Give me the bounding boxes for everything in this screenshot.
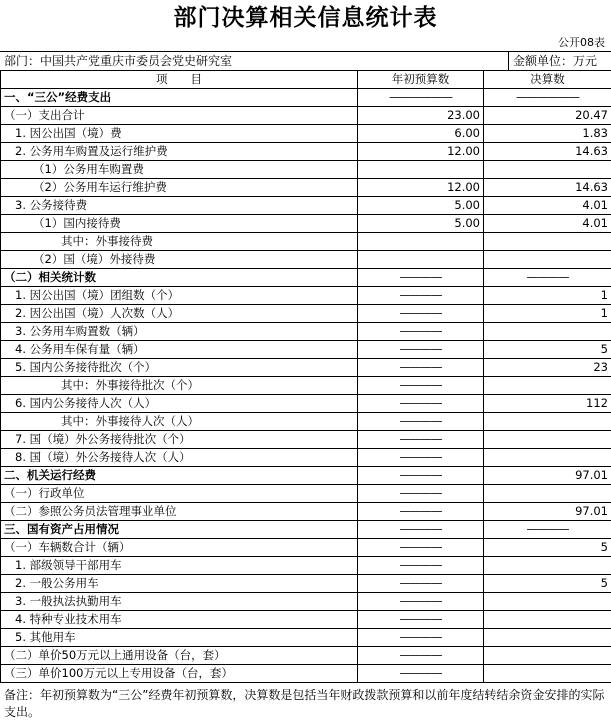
- row-budget-value: ————: [358, 521, 484, 539]
- row-final-value: [484, 377, 611, 395]
- row-final-value: [484, 629, 611, 647]
- row-final-value: [484, 557, 611, 575]
- table-row: [1, 647, 611, 665]
- row-label: 3. 公务用车购置数（辆）: [1, 323, 358, 341]
- row-label: 二、机关运行经费: [1, 467, 358, 485]
- header-budget: 年初预算数: [358, 71, 484, 89]
- row-budget-value: ————: [358, 593, 484, 611]
- row-final-value: [484, 251, 611, 269]
- row-budget-value: ————: [358, 449, 484, 467]
- row-final-value: 97.01: [484, 503, 611, 521]
- row-budget-value: ——————: [358, 89, 484, 107]
- row-label: 其中：外事接待费: [1, 233, 358, 251]
- row-budget-value: 12.00: [358, 179, 484, 197]
- row-budget-value: ————: [358, 305, 484, 323]
- row-label: （1）公务用车购置费: [1, 161, 358, 179]
- table-row: [1, 593, 611, 611]
- row-budget-value: ————: [358, 665, 484, 683]
- table-row: [1, 107, 611, 125]
- row-budget-value: ————: [358, 503, 484, 521]
- row-budget-value: ————: [358, 413, 484, 431]
- row-budget-value: 23.00: [358, 107, 484, 125]
- table-row: [1, 467, 611, 485]
- row-budget-value: [358, 161, 484, 179]
- row-final-value: 112: [484, 395, 611, 413]
- table-row: [1, 503, 611, 521]
- row-budget-value: ————: [358, 611, 484, 629]
- header-item: 项 目: [1, 71, 358, 89]
- row-final-value: [484, 431, 611, 449]
- row-budget-value: ————: [358, 359, 484, 377]
- row-label: 4. 公务用车保有量（辆）: [1, 341, 358, 359]
- table-row: [1, 629, 611, 647]
- row-budget-value: ————: [358, 269, 484, 287]
- row-final-value: 23: [484, 359, 611, 377]
- row-label: 2. 公务用车购置及运行维护费: [1, 143, 358, 161]
- row-final-value: [484, 611, 611, 629]
- row-label: 其中：外事接待人次（人）: [1, 413, 358, 431]
- table-row: [1, 125, 611, 143]
- row-final-value: [484, 323, 611, 341]
- table-row: [1, 89, 611, 107]
- row-label: 2. 一般公务用车: [1, 575, 358, 593]
- row-budget-value: 12.00: [358, 143, 484, 161]
- row-final-value: 5: [484, 341, 611, 359]
- table-row: [1, 521, 611, 539]
- row-budget-value: 6.00: [358, 125, 484, 143]
- row-final-value: 20.47: [484, 107, 611, 125]
- row-budget-value: ————: [358, 431, 484, 449]
- statistics-table: [0, 70, 611, 683]
- row-budget-value: [358, 233, 484, 251]
- row-label: 7. 国（境）外公务接待批次（个）: [1, 431, 358, 449]
- row-label: （2）国（境）外接待费: [1, 251, 358, 269]
- table-row: [1, 359, 611, 377]
- row-budget-value: ————: [358, 575, 484, 593]
- row-final-value: [484, 647, 611, 665]
- table-row: [1, 323, 611, 341]
- row-final-value: 1.83: [484, 125, 611, 143]
- row-final-value: 5: [484, 539, 611, 557]
- table-row: [1, 179, 611, 197]
- table-row: [1, 215, 611, 233]
- row-label: 一、“三公”经费支出: [1, 89, 358, 107]
- table-row: [1, 395, 611, 413]
- table-row: [1, 341, 611, 359]
- table-row: [1, 665, 611, 683]
- table-row: [1, 161, 611, 179]
- row-label: 2. 因公出国（境）人次数（人）: [1, 305, 358, 323]
- row-budget-value: ————: [358, 629, 484, 647]
- row-budget-value: ————: [358, 539, 484, 557]
- table-row: [1, 611, 611, 629]
- row-final-value: [484, 161, 611, 179]
- row-label: 4. 特种专业技术用车: [1, 611, 358, 629]
- table-row: [1, 377, 611, 395]
- row-label: （一）车辆数合计（辆）: [1, 539, 358, 557]
- department-name: 部门：中国共产党重庆市委员会党史研究室: [4, 54, 233, 68]
- row-label: 8. 国（境）外公务接待人次（人）: [1, 449, 358, 467]
- row-label: 3. 公务接待费: [1, 197, 358, 215]
- unit-line: [0, 51, 611, 70]
- table-row: [1, 431, 611, 449]
- row-final-value: 14.63: [484, 143, 611, 161]
- row-label: 其中：外事接待批次（个）: [1, 377, 358, 395]
- row-label: 6. 国内公务接待人次（人）: [1, 395, 358, 413]
- row-label: 5. 国内公务接待批次（个）: [1, 359, 358, 377]
- table-row: [1, 539, 611, 557]
- amount-unit: 金额单位：万元: [508, 52, 597, 70]
- row-label: （一）行政单位: [1, 485, 358, 503]
- row-label: 1. 因公出国（境）团组数（个）: [1, 287, 358, 305]
- row-budget-value: ————: [358, 341, 484, 359]
- row-final-value: [484, 593, 611, 611]
- row-final-value: ————: [484, 521, 611, 539]
- row-final-value: 1: [484, 287, 611, 305]
- row-budget-value: ————: [358, 287, 484, 305]
- row-final-value: 4.01: [484, 197, 611, 215]
- row-final-value: 4.01: [484, 215, 611, 233]
- footnote: 备注：年初预算数为“三公”经费年初预算数，决算数是包括当年财政拨款预算和以前年度结转结余资金安排的实际支出。: [4, 688, 605, 719]
- row-final-value: [484, 449, 611, 467]
- row-budget-value: ————: [358, 557, 484, 575]
- table-row: [1, 449, 611, 467]
- table-row: [1, 251, 611, 269]
- row-label: （二）相关统计数: [1, 269, 358, 287]
- row-label: （二）单价50万元以上通用设备（台，套）: [1, 647, 358, 665]
- row-budget-value: ————: [358, 467, 484, 485]
- row-label: （2）公务用车运行维护费: [1, 179, 358, 197]
- row-label: （一）支出合计: [1, 107, 358, 125]
- row-budget-value: ————: [358, 395, 484, 413]
- row-budget-value: ————: [358, 485, 484, 503]
- row-final-value: [484, 413, 611, 431]
- table-row: [1, 413, 611, 431]
- row-budget-value: 5.00: [358, 197, 484, 215]
- header-final: 决算数: [484, 71, 611, 89]
- row-label: 3. 一般执法执勤用车: [1, 593, 358, 611]
- table-row: [1, 557, 611, 575]
- row-final-value: 5: [484, 575, 611, 593]
- row-budget-value: ————: [358, 377, 484, 395]
- row-label: （1）国内接待费: [1, 215, 358, 233]
- table-row: [1, 269, 611, 287]
- row-label: （三）单价100万元以上专用设备（台，套）: [1, 665, 358, 683]
- table-row: [1, 287, 611, 305]
- table-row: [1, 143, 611, 161]
- row-final-value: [484, 665, 611, 683]
- table-body: [1, 89, 611, 683]
- row-budget-value: [358, 251, 484, 269]
- form-number: 公开08表: [558, 36, 605, 49]
- table-header-row: [1, 71, 611, 89]
- table-row: [1, 305, 611, 323]
- row-budget-value: ————: [358, 647, 484, 665]
- table-row: [1, 197, 611, 215]
- row-final-value: [484, 485, 611, 503]
- row-budget-value: ————: [358, 323, 484, 341]
- row-final-value: ——————: [484, 89, 611, 107]
- row-label: （二）参照公务员法管理事业单位: [1, 503, 358, 521]
- table-row: [1, 575, 611, 593]
- page-title: 部门决算相关信息统计表: [173, 4, 438, 31]
- row-label: 三、国有资产占用情况: [1, 521, 358, 539]
- row-budget-value: 5.00: [358, 215, 484, 233]
- table-row: [1, 233, 611, 251]
- row-final-value: 1: [484, 305, 611, 323]
- row-label: 1. 部级领导干部用车: [1, 557, 358, 575]
- row-label: 1. 因公出国（境）费: [1, 125, 358, 143]
- row-final-value: 97.01: [484, 467, 611, 485]
- table-row: [1, 485, 611, 503]
- row-label: 5. 其他用车: [1, 629, 358, 647]
- row-final-value: [484, 233, 611, 251]
- row-final-value: 14.63: [484, 179, 611, 197]
- row-final-value: ————: [484, 269, 611, 287]
